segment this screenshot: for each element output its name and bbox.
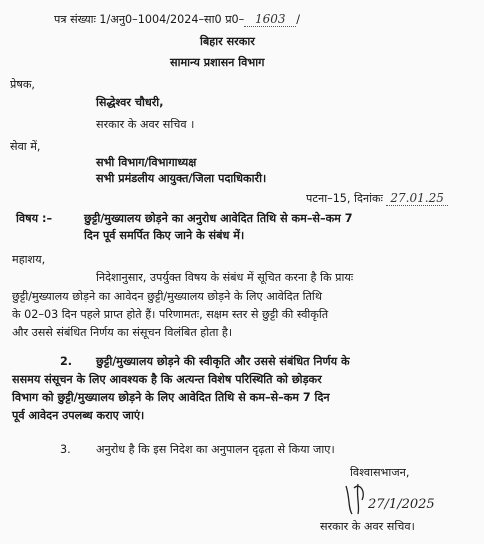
salutation: महाशय, <box>12 253 46 266</box>
signature <box>340 478 440 518</box>
signature-date: 27/1/2025 <box>368 497 435 512</box>
letter-number-prefix: पत्र संख्याः 1/अनु0–1004/2024–सा0 प्र0– <box>54 13 245 26</box>
govt-name: बिहार सरकार <box>200 35 255 48</box>
para-2-line-3: विभाग को छुट्टी/मुख्यालय छोड़ने के लिए आवेदित तिथि से कम–से–कम 7 दिन <box>12 391 330 404</box>
para-1-line-1: निदेशानुसार, उपर्युक्त विषय के संबंध में सूचित करना है कि प्रायः <box>96 271 354 284</box>
subject-label: विषय :– <box>16 212 53 225</box>
letter-number-suffix: / <box>296 13 301 26</box>
subject-line-2: दिन पूर्व समर्पित किए जाने के संबंध में। <box>84 229 245 242</box>
para-1-line-2: छुट्टी/मुख्यालय छोड़ने का आवेदन छुट्टी/मुख्यालय छोड़ने के लिए आवेदित तिथि <box>12 290 322 303</box>
valediction: विश्वासभाजन, <box>350 466 410 479</box>
place-date-label: पटना–15, दिनांकः <box>306 192 383 205</box>
para-1-line-3: के 02–03 दिन पहले प्राप्त होते हैं। परिणामतः, सक्षम स्तर से छुट्टी की स्वीकृति <box>12 308 329 321</box>
para-2-line-1: छुट्टी/मुख्यालय छोड़ने की स्वीकृति और उससे संबंधित निर्णय के <box>96 355 350 368</box>
para-2-line-4: पूर्व आवेदन उपलब्ध कराए जाएं। <box>12 409 145 422</box>
place-date <box>306 191 448 206</box>
recipient-line-1: सभी विभाग/विभागाध्यक्ष <box>96 156 197 169</box>
recipient-line-2: सभी प्रमंडलीय आयुक्त/जिला पदाधिकारी। <box>96 172 267 185</box>
letter-number <box>54 12 300 27</box>
letter-number-handwritten: 1603 <box>244 12 296 27</box>
recipient-label: सेवा में, <box>10 140 41 153</box>
department-name: सामान्य प्रशासन विभाग <box>170 56 265 69</box>
handwritten-date: 27.01.25 <box>386 191 447 206</box>
para-2-line-2: ससमय संसूचन के लिए आवश्यक है कि अत्यन्त विशेष परिस्थिति को छोड़कर <box>12 373 322 386</box>
sender-name: सिद्धेश्वर चौधरी, <box>96 96 164 109</box>
subject-line-1: छुट्टी/मुख्यालय छोड़ने का अनुरोध आवेदित तिथि से कम–से–कम 7 <box>84 212 353 225</box>
para-2-number: 2. <box>60 355 73 368</box>
para-1-line-4: और उससे संबंधित निर्णय का संसूचन विलंबित होता है। <box>12 326 233 339</box>
sender-label: प्रेषक, <box>10 78 35 91</box>
para-3-number: 3. <box>60 443 71 456</box>
closing-designation: सरकार के अवर सचिव। <box>320 520 415 533</box>
para-3-line-1: अनुरोध है कि इस निदेश का अनुपालन दृढ़ता से किया जाए। <box>96 443 335 456</box>
sender-designation: सरकार के अवर सचिव । <box>96 118 195 131</box>
